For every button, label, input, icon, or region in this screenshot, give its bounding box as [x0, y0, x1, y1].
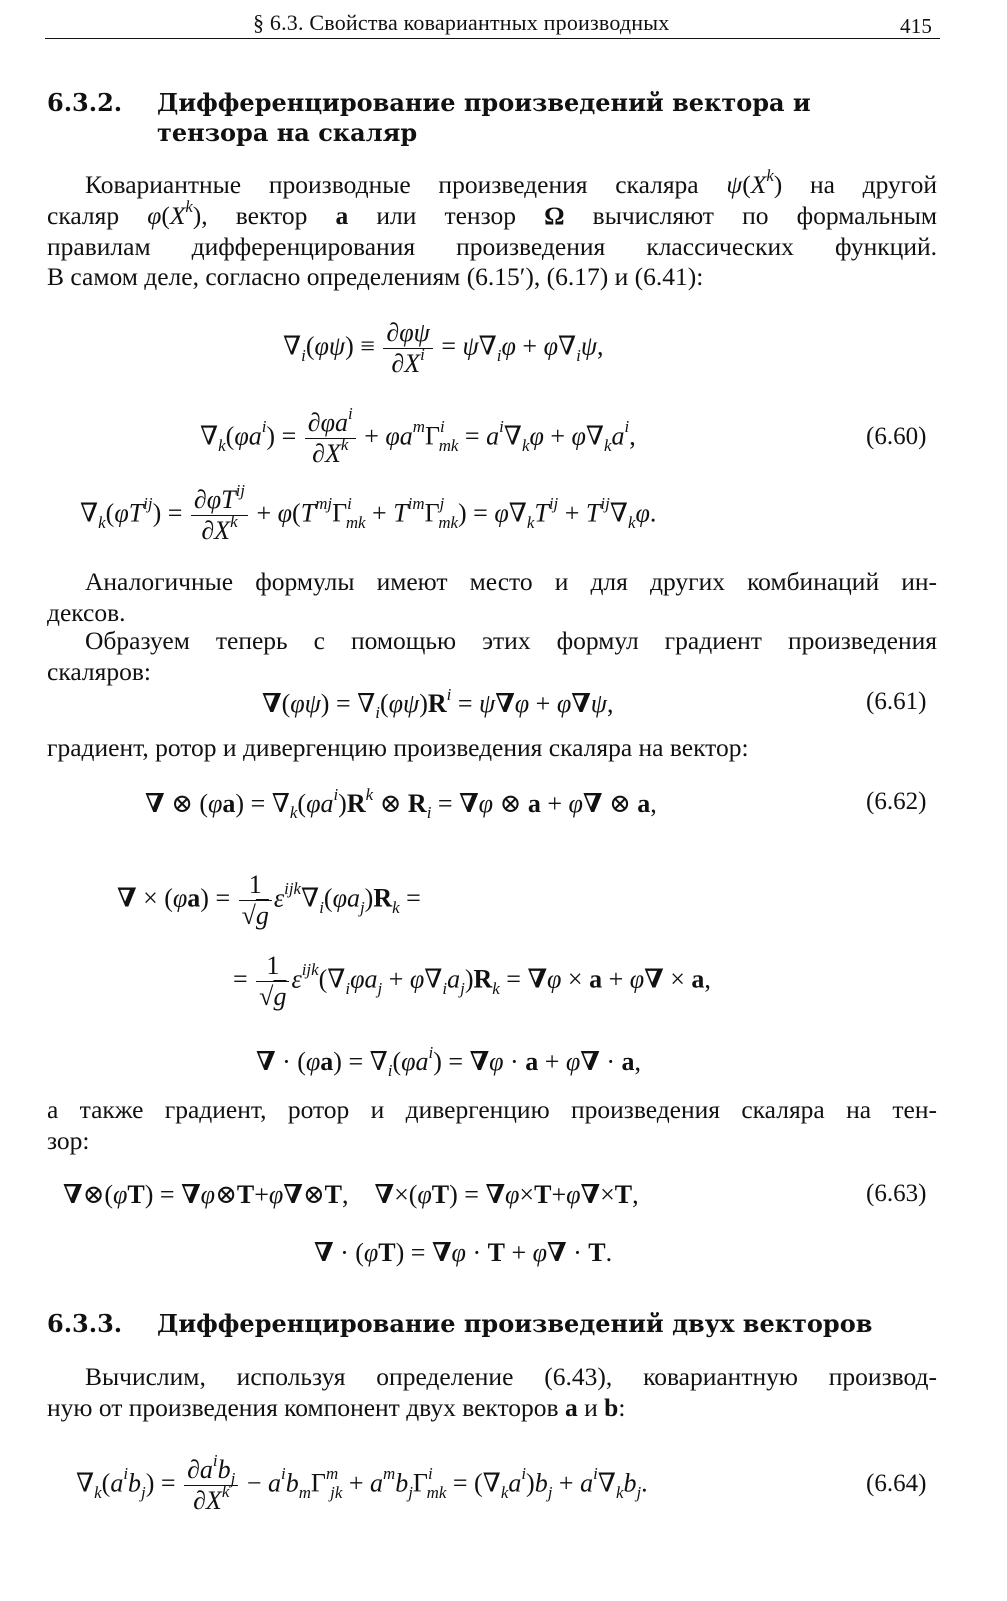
text-segment: ную от произведения компонент двух векторов	[47, 1392, 559, 1422]
paragraph-vector-line1: градиент, ротор и дивергенцию произведения скаляра на вектор:	[47, 733, 749, 762]
paragraph-two-vectors	[47, 1362, 937, 1424]
paragraph-analogous-line2: дексов.	[47, 597, 126, 627]
paragraph-tensor-line1: а также градиент, ротор и дивергенцию произведения скаляра на тен-	[47, 1095, 937, 1124]
text-segment: , вектор	[201, 200, 308, 230]
paragraph-intro-line4: В самом деле, согласно определениям (6.15′), (6.17) и (6.41):	[47, 262, 704, 292]
header-rule	[45, 38, 940, 39]
paragraph-tensor	[47, 1095, 937, 1157]
section-number-6-3-3: 6.3.3.	[47, 1309, 123, 1338]
equation-number-6-60: (6.60)	[866, 423, 927, 450]
equation-number-6-63: (6.63)	[866, 1180, 927, 1207]
equation-curl-line1: ∇ × (φa) = $\frac{1}{√g}$ $\varepsilon^{ijk}\nabla_i(\varphi a_j)R_k$ =	[117, 870, 421, 930]
equation-number-6-62: (6.62)	[866, 788, 927, 815]
equation-number-6-61: (6.61)	[866, 688, 927, 715]
text-segment: скаляр	[47, 200, 120, 230]
equation-6-60-line3: $\nabla_k(\varphi T^{ij})$ = $\frac{\partial\varphi T^{ij}}{\partial X^k}$ + $\varphi(T^{mj}\Gamma^i_{mk} + T^{im}\Gamma^j_{mk}) = \varphi\nabla_kT^{ij} + T^{ij}\nabla_k\varphi$.	[80, 480, 657, 545]
text-segment: :	[618, 1392, 626, 1422]
text-segment: вычисляют по формальным	[592, 200, 937, 230]
paragraph-gradient-line2: скаляров:	[47, 656, 151, 686]
text-segment: Ковариантные производные произведения скаляра	[85, 170, 699, 199]
section-title-6-3-3: Дифференцирование произведений двух векторов	[157, 1309, 873, 1338]
paragraph-intro-line3: правилам дифференцирования произведения классических функций.	[47, 231, 937, 261]
equation-6-62: ∇ ⊗ $(\varphi a) = \nabla_k(\varphi a^i)R^k$ ⊗ $R_i = \nabla\varphi$ ⊗ a + φ∇ ⊗ a,	[145, 784, 657, 823]
paragraph-intro	[47, 166, 938, 293]
paragraph-analogous-line1: Аналогичные формулы имеют место и для других комбинаций ин-	[85, 567, 937, 596]
paragraph-gradient-line1: Образуем теперь с помощью этих формул градиент произведения	[85, 626, 937, 655]
text-segment: и	[584, 1392, 598, 1422]
equation-curl-line2: = $\frac{1}{√g}$ $\varepsilon^{ijk}(\nabla_i\varphi a_j + \varphi\nabla_ia_j)R_k = \nabla\varphi \times a + \varphi\nabla \times a$,	[233, 951, 711, 1011]
equation-number-6-64: (6.64)	[866, 1470, 927, 1497]
section-title-6-3-2-line2: тензора на скаляр	[157, 118, 418, 147]
equation-6-60-line1: $\nabla_i(\varphi\psi)$ ≡ $\frac{\partial\varphi\psi}{\partial X^i}$ = $\psi\nabla_i\varphi + \varphi\nabla_i\psi$,	[283, 318, 604, 378]
running-header-title: § 6.3. Свойства ковариантных производных	[253, 10, 670, 35]
equation-6-63-line1: ∇⊗(φT) = ∇φ⊗T+φ∇⊗T, ∇×(φT) = ∇φ×T+φ∇×T,	[63, 1180, 639, 1209]
equation-divergence: ∇ · $(\varphi a) = \nabla_i(\varphi a^i) = \nabla\varphi \cdot a + \varphi\nabla \cdot a$,	[256, 1042, 642, 1081]
paragraph-intro-line1: Ковариантные производные произведения скаляра $\psi(X^k)$ на другой	[85, 166, 938, 199]
equation-6-61: $\nabla(\varphi\psi) = \nabla_i(\varphi\psi)R^i = \psi\nabla\varphi + \varphi\nabla\psi$,	[262, 684, 614, 723]
paragraph-tensor-line2: зор:	[47, 1125, 90, 1155]
section-number-6-3-2: 6.3.2.	[47, 88, 123, 117]
text-segment: или тензор	[376, 200, 516, 230]
equation-6-63-line2: ∇ · (φT) = ∇φ · T + φ∇ · T.	[314, 1238, 613, 1267]
paragraph-gradient	[47, 626, 937, 688]
paragraph-vector	[47, 733, 937, 764]
paragraph-two-vectors-line2: ную от произведения компонент двух векторов a и b:	[47, 1392, 626, 1422]
page-number: 415	[900, 14, 933, 38]
paragraph-two-vectors-line1: Вычислим, используя определение (6.43), ковариантную производ-	[85, 1362, 937, 1391]
equation-6-64: $\nabla_k(a^ib_j)$ = $\frac{\partial a^ib_j}{\partial X^k}$ − $a^ib_m\Gamma^m_{jk} + a^mb_j\Gamma^i_{mk} = (\nabla_ka^i)b_j + a^i\nabla_kb_j$.	[76, 1450, 648, 1515]
paragraph-analogous	[47, 567, 937, 629]
text-segment: на другой	[809, 170, 938, 199]
section-title-6-3-2-line1: Дифференцирование произведений вектора и	[157, 88, 811, 117]
paragraph-intro-line2: скаляр $\varphi(X^k)$, вектор a или тензор Ω вычисляют по формальным	[47, 196, 937, 230]
equation-6-60-line2: $\nabla_k(\varphi a^i)$ = $\frac{\partial\varphi a^i}{\partial X^k}$ + $\varphi a^m\Gamma^i_{mk} = a^i\nabla_k\varphi + \varphi\nabla_ka^i$,	[200, 403, 636, 468]
